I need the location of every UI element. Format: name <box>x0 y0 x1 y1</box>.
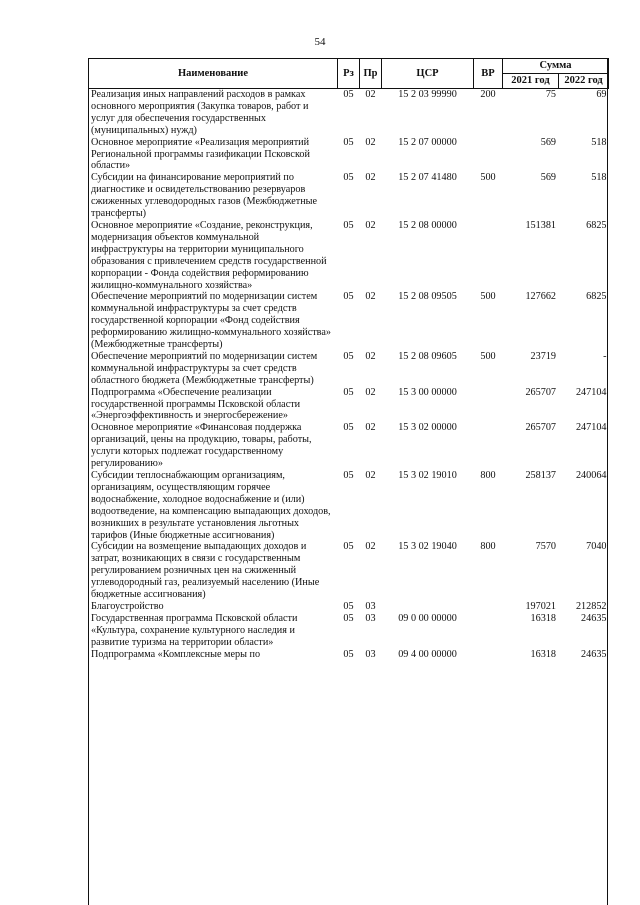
row-csr: 15 2 08 09505 <box>398 291 457 303</box>
row-rz: 05 <box>343 541 354 553</box>
row-sum-2022: 247104 <box>575 422 607 434</box>
table-header <box>89 59 609 89</box>
row-pr: 02 <box>365 386 376 398</box>
row-rz: 05 <box>343 219 354 231</box>
table-row <box>89 613 609 649</box>
row-name: Благоустройство <box>91 600 164 612</box>
row-rz: 05 <box>343 350 354 362</box>
row-sum-2021: 75 <box>545 89 556 100</box>
row-vr <box>474 649 503 661</box>
row-pr: 02 <box>365 136 376 148</box>
row-sum-2022: 24635 <box>581 612 607 624</box>
row-pr: 03 <box>365 600 376 612</box>
table-row <box>89 89 609 137</box>
table-row <box>89 649 609 661</box>
row-pr: 02 <box>365 219 376 231</box>
header-sum: Сумма <box>503 59 609 74</box>
row-sum-2021: 569 <box>540 172 556 184</box>
header-name: Наименование <box>89 59 338 89</box>
row-sum-2022: 212852 <box>575 600 607 612</box>
row-sum-2022: 518 <box>591 172 607 184</box>
row-pr: 03 <box>365 612 376 624</box>
row-vr: 500 <box>480 172 496 184</box>
row-sum-2021: 569 <box>540 136 556 148</box>
row-pr: 02 <box>365 350 376 362</box>
row-csr: 15 3 00 00000 <box>398 386 457 398</box>
row-sum-2021: 265707 <box>525 386 556 398</box>
row-sum-2022: 247104 <box>575 386 607 398</box>
row-rz: 05 <box>343 172 354 184</box>
row-sum-2021: 16318 <box>530 648 556 660</box>
table-row <box>89 601 609 613</box>
row-name: Обеспечение мероприятий по модернизации систем коммунальной инфраструктуры за счет средств областного бюджета (Межбюджетные трансферты) <box>91 350 318 386</box>
row-csr: 15 3 02 19040 <box>398 541 457 553</box>
row-sum-2022: 240064 <box>575 470 607 481</box>
row-vr <box>474 220 503 291</box>
row-sum-2021: 7570 <box>535 541 556 553</box>
row-rz: 05 <box>343 136 354 148</box>
row-vr: 800 <box>480 541 496 553</box>
row-sum-2021: 23719 <box>530 350 556 362</box>
header-csr: ЦСР <box>382 59 474 89</box>
table-row <box>89 422 609 470</box>
table-row <box>89 172 609 220</box>
row-vr <box>474 601 503 613</box>
row-csr: 09 4 00 00000 <box>398 648 457 660</box>
row-sum-2022: 69 <box>596 89 607 100</box>
row-rz: 05 <box>343 600 354 612</box>
row-name: Основное мероприятие «Финансовая поддержка организаций, цены на продукцию, товары, работы, услуги которых подлежат государственному регулированию» <box>91 422 312 470</box>
row-sum-2021: 258137 <box>525 470 556 481</box>
row-sum-2021: 197021 <box>525 600 556 612</box>
row-csr: 15 2 03 99990 <box>398 89 457 100</box>
row-name: Государственная программа Псковской области «Культура, сохранение культурного наследия и развитие туризма на территории области» <box>91 612 298 648</box>
row-csr: 09 0 00 00000 <box>398 612 457 624</box>
row-name: Подпрограмма «Обеспечение реализации государственной программы Псковской области «Энергоэффективность и энергосбережение» <box>91 386 301 422</box>
row-name: Субсидии теплоснабжающим организациям, организациям, осуществляющим горячее водоснабжение, холодное водоснабжение и (или) водоотведение, на компенсацию выпадающих доходов, возникших в результате установления льготных тарифов (Иные бюджетные ассигнования) <box>91 470 331 541</box>
row-vr <box>474 137 503 173</box>
header-vr: ВР <box>474 59 503 89</box>
row-sum-2021: 265707 <box>525 422 556 434</box>
page-number: 54 <box>314 36 326 48</box>
row-csr: 15 3 02 00000 <box>398 422 457 434</box>
row-pr: 02 <box>365 172 376 184</box>
row-csr: 15 2 07 00000 <box>398 136 457 148</box>
header-2021: 2021 год <box>503 74 559 89</box>
row-name: Субсидии на возмещение выпадающих доходов и затрат, возникающих в связи с государственным регулированием розничных цен на сжиженный углеводородный газ, реализуемый населению (Иные бюджетные ассигнования) <box>91 541 320 601</box>
row-sum-2022: 24635 <box>581 648 607 660</box>
row-name: Подпрограмма «Комплексные меры по <box>91 648 261 660</box>
table-row <box>89 351 609 387</box>
table-row <box>89 220 609 291</box>
table-row <box>89 291 609 351</box>
header-rz: Рз <box>338 59 360 89</box>
row-sum-2022: 7040 <box>586 541 607 553</box>
header-pr: Пр <box>360 59 382 89</box>
table-row <box>89 541 609 601</box>
row-pr: 02 <box>365 422 376 434</box>
row-name: Субсидии на финансирование мероприятий по диагностике и освидетельствованию резервуаров сжиженных углеводородных газов (Межбюджетные трансферты) <box>91 172 318 220</box>
row-rz: 05 <box>343 470 354 481</box>
row-vr: 800 <box>480 470 496 481</box>
row-name: Реализация иных направлений расходов в рамках основного мероприятия (Закупка товаров, работ и услуг для обеспечения государственных (муниципальных) нужд) <box>91 89 309 136</box>
row-sum-2021: 151381 <box>525 219 556 231</box>
row-csr: 15 3 02 19010 <box>398 470 457 481</box>
row-vr: 200 <box>480 89 496 100</box>
row-sum-2022: 518 <box>591 136 607 148</box>
row-name: Обеспечение мероприятий по модернизации систем коммунальной инфраструктуры за счет средств государственной корпорации «Фонд содействия реформированию жилищно-коммунального хозяйства» (Межбюджетные трансферты) <box>91 291 331 351</box>
row-csr: 15 2 08 00000 <box>398 219 457 231</box>
row-vr <box>474 387 503 423</box>
row-pr: 02 <box>365 291 376 303</box>
row-rz: 05 <box>343 612 354 624</box>
row-sum-2022: 6825 <box>586 219 607 231</box>
row-pr: 02 <box>365 541 376 553</box>
row-sum-2021: 16318 <box>530 612 556 624</box>
row-rz: 05 <box>343 648 354 660</box>
row-csr: 15 2 07 41480 <box>398 172 457 184</box>
row-rz: 05 <box>343 89 354 100</box>
row-csr: 15 2 08 09605 <box>398 350 457 362</box>
row-vr <box>474 613 503 649</box>
row-vr: 500 <box>480 350 496 362</box>
table-body <box>89 89 609 661</box>
row-sum-2022: 6825 <box>586 291 607 303</box>
row-pr: 02 <box>365 89 376 100</box>
row-sum-2021: 127662 <box>525 291 556 303</box>
row-pr: 03 <box>365 648 376 660</box>
table-row <box>89 470 609 541</box>
row-sum-2022: - <box>603 350 607 362</box>
row-rz: 05 <box>343 386 354 398</box>
table-row <box>89 137 609 173</box>
row-name: Основное мероприятие «Реализация мероприятий Региональной программы газификации Псковской области» <box>91 136 310 172</box>
row-pr: 02 <box>365 470 376 481</box>
row-rz: 05 <box>343 422 354 434</box>
row-name: Основное мероприятие «Создание, реконструкция, модернизация объектов коммунальной инфраструктуры на территории муниципального образования с привлечением средств государственной корпорации - Фонда содействия реформированию жилищно-коммунального хозяйства» <box>91 219 327 291</box>
table-row <box>89 387 609 423</box>
row-csr <box>382 601 474 613</box>
row-vr <box>474 422 503 470</box>
header-2022: 2022 год <box>559 74 609 89</box>
budget-table <box>88 58 609 661</box>
row-rz: 05 <box>343 291 354 303</box>
row-vr: 500 <box>480 291 496 303</box>
